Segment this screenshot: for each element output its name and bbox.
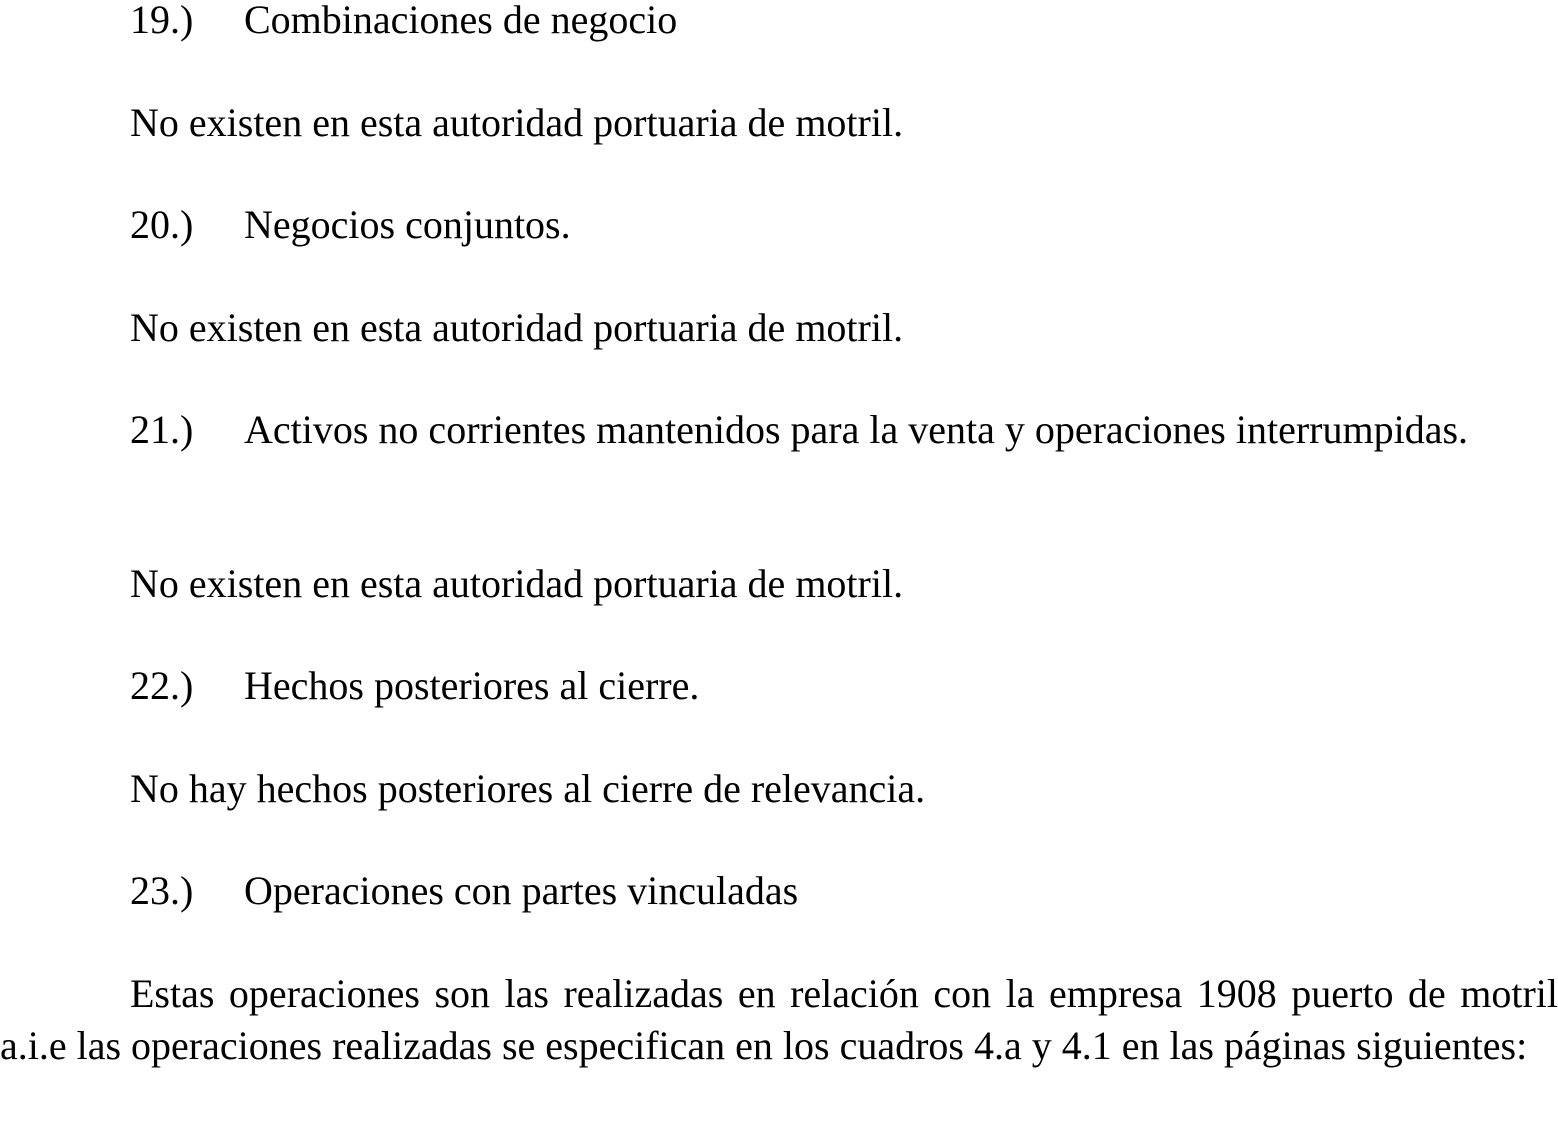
- section-body-23: Estas operaciones son las realizadas en relación con la empresa 1908 puerto de motril a.i.e las operaciones realizadas se especifican en los cuadros 4.a y 4.1 en las páginas siguientes:: [0, 971, 1558, 1068]
- section-heading-22: [0, 660, 1558, 712]
- section-number: 19.): [130, 0, 194, 42]
- section-number: 23.): [130, 868, 194, 913]
- section-title: Operaciones con partes vinculadas: [244, 868, 799, 913]
- section-title: Hechos posteriores al cierre.: [244, 663, 700, 708]
- section-title: Negocios conjuntos.: [244, 202, 571, 247]
- section-number: 22.): [130, 663, 194, 708]
- section-heading-19: [0, 0, 1558, 46]
- section-heading-20: [0, 199, 1558, 251]
- section-body-22: No hay hechos posteriores al cierre de relevancia.: [130, 766, 926, 811]
- section-heading-23: [0, 865, 1558, 917]
- section-title: Combinaciones de negocio: [244, 0, 678, 42]
- section-title: Activos no corrientes mantenidos para la venta y operaciones interrumpidas.: [244, 407, 1469, 452]
- section-body-19: No existen en esta autoridad portuaria de motril.: [130, 100, 904, 145]
- section-heading-21: [0, 404, 1558, 456]
- section-body-20: No existen en esta autoridad portuaria de motril.: [130, 305, 904, 350]
- section-number: 20.): [130, 202, 194, 247]
- section-body-21: No existen en esta autoridad portuaria de motril.: [130, 561, 904, 606]
- section-number: 21.): [130, 407, 194, 452]
